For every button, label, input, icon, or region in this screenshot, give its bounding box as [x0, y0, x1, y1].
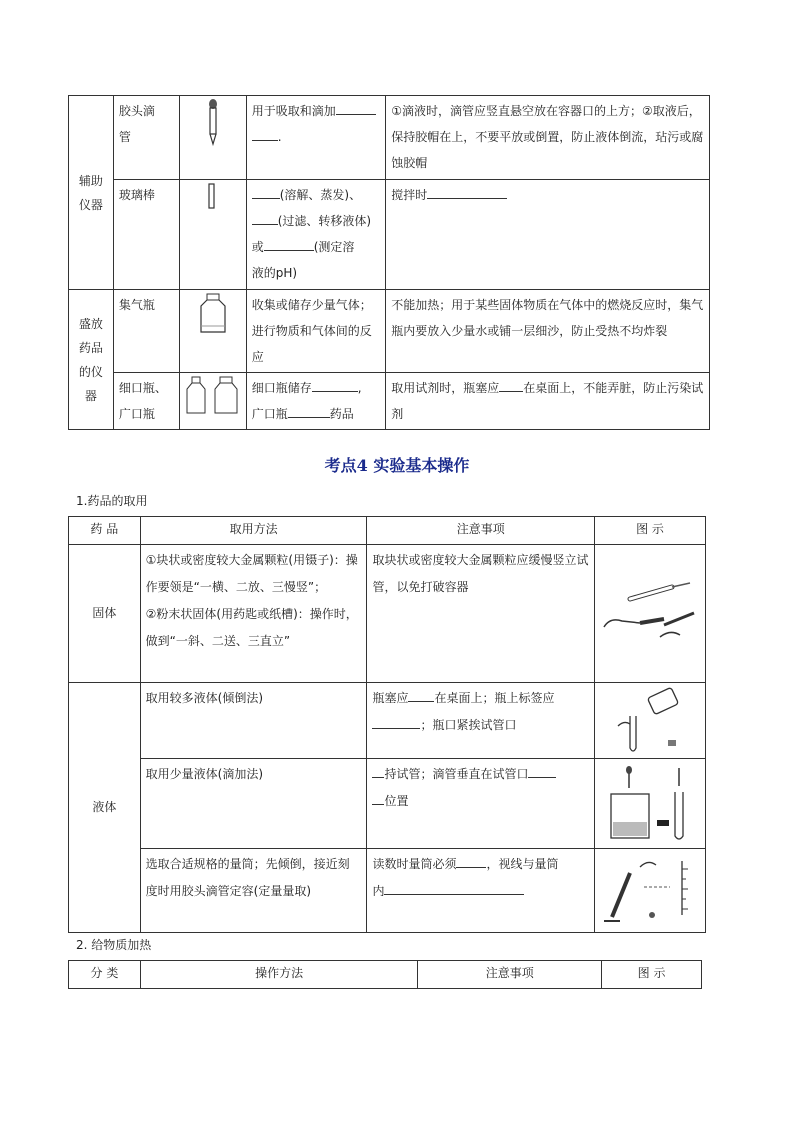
drop-figure — [594, 759, 705, 849]
pouring-icon — [610, 686, 690, 756]
header-notes: 注意事项 — [367, 517, 595, 545]
drop-notes: 持试管；滴管垂直在试管口 位置 — [367, 759, 595, 849]
measuring-cylinder-icon — [600, 855, 700, 927]
pour-method: 取用较多液体(倾倒法) — [140, 683, 367, 759]
glass-rod-use: (溶解、蒸发)、 (过滤、转移液体) 或 (测定溶 液的pH) — [246, 180, 386, 290]
dropper-use: 用于吸取和滴加 . — [246, 96, 386, 180]
glass-rod-notes: 搅拌时 — [386, 180, 710, 290]
pour-notes: 瓶塞应 在桌面上；瓶上标签应 ；瓶口紧挨试管口 — [367, 683, 595, 759]
gas-jar-use: 收集或储存少量气体；进行物质和气体间的反应 — [246, 290, 386, 373]
section-title: 考点4 实验基本操作 — [324, 456, 470, 475]
header-reagent: 药 品 — [69, 517, 141, 545]
gas-jar-figure — [179, 290, 246, 373]
solid-figure — [594, 545, 705, 683]
gas-jar-notes: 不能加热；用于某些固体物质在气体中的燃烧反应时，集气瓶内要放入少量水或铺一层细沙，防止受热不均炸裂 — [386, 290, 710, 373]
dropper-notes: ①滴液时，滴管应竖直悬空放在容器口的上方；②取液后，保持胶帽在上，不要平放或倒置，防止液体倒流，玷污或腐蚀胶帽 — [386, 96, 710, 180]
header-heating-figure: 图 示 — [602, 961, 702, 989]
measure-notes: 读数时量筒必须 ，视线与量筒 内 — [367, 849, 595, 933]
dropping-icon — [605, 764, 695, 844]
gas-jar-icon — [193, 292, 233, 336]
heating-table — [68, 960, 702, 989]
solid-method: ①块状或密度较大金属颗粒(用镊子)：操作要领是“一横、二放、三慢竖”； ②粉末状固体(用药匙或纸槽)：操作时，做到“一斜、二送、三直立” — [140, 545, 367, 683]
group-store-label: 盛放 药品 的仪 器 — [69, 290, 114, 430]
subheading-reagent-taking: 1.药品的取用 — [76, 494, 148, 508]
subheading-heating: 2. 给物质加热 — [76, 938, 152, 952]
measure-method: 选取合适规格的量筒；先倾倒，接近刻度时用胶头滴管定容(定量量取) — [140, 849, 367, 933]
bottles-figure — [179, 373, 246, 430]
instrument-name-bottles: 细口瓶、 广口瓶 — [113, 373, 179, 430]
header-category: 分 类 — [69, 961, 141, 989]
header-figure: 图 示 — [594, 517, 705, 545]
liquid-label: 液体 — [69, 683, 141, 933]
pour-figure — [594, 683, 705, 759]
reagent-taking-table — [68, 516, 706, 933]
instrument-name-gas-jar: 集气瓶 — [113, 290, 179, 373]
instrument-table — [68, 95, 710, 430]
dropper-figure — [179, 96, 246, 180]
bottles-use: 细口瓶储存 , 广口瓶 药品 — [246, 373, 386, 430]
header-heating-notes: 注意事项 — [418, 961, 602, 989]
group-aux-label: 辅助 仪器 — [69, 96, 114, 290]
header-method: 取用方法 — [140, 517, 367, 545]
solid-taking-icon — [600, 579, 700, 649]
bottles-notes: 取用试剂时，瓶塞应 在桌面上，不能弄脏，防止污染试剂 — [386, 373, 710, 430]
header-operation: 操作方法 — [140, 961, 418, 989]
solid-notes: 取块状或密度较大金属颗粒应缓慢竖立试管，以免打破容器 — [367, 545, 595, 683]
instrument-name-glass-rod: 玻璃棒 — [113, 180, 179, 290]
reagent-bottles-icon — [185, 375, 241, 415]
solid-label: 固体 — [69, 545, 141, 683]
measure-figure — [594, 849, 705, 933]
dropper-icon — [203, 98, 223, 148]
drop-method: 取用少量液体(滴加法) — [140, 759, 367, 849]
instrument-name-dropper: 胶头滴 管 — [113, 96, 179, 180]
glass-rod-icon — [203, 182, 223, 212]
glass-rod-figure — [179, 180, 246, 290]
